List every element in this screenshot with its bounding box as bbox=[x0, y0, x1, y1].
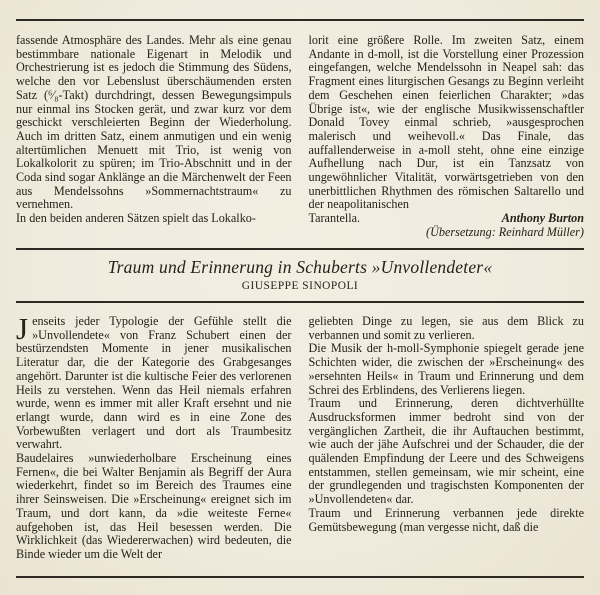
author-attribution-row bbox=[309, 212, 585, 226]
article-top-section bbox=[16, 34, 584, 240]
paragraph: lorit eine größere Rolle. Im zweiten Satz, einem Andante in d-moll, ist die Vorstellung einer Prozession eingefangen, welche Mendelssohn in Neapel sah: das Fragment eines liturgischen Gesangs zu Beginn verleiht dem Geschehen einen feierlichen Charakter; »das Übrige ist«, wie der englische Musikwissenschaftler Donald Tovey einmal schrieb, »ausgesprochen malerisch und weihevoll.« Das Finale, das auffallenderweise in a-moll steht, ohne eine einzige Aufhellung nach Dur, ist ein Tanzsatz von ungewöhnlicher Vitalität, vorwärtsgetrieben von den unerbittlichen Rhythmen des römischen Saltarello und der neapolitanischen bbox=[308, 33, 584, 212]
main-right-column bbox=[309, 315, 585, 562]
top-rule bbox=[16, 19, 584, 21]
translation-credit: (Übersetzung: Reinhard Müller) bbox=[426, 224, 584, 239]
article-main-section bbox=[16, 311, 584, 562]
paragraph: Die Musik der h-moll-Symphonie spiegelt gerade jene Schichten wider, die zwischen der »Erscheinung« des »ersehnten Heils« in Traum und Erinnerung und dem Schrei des Erblindens, des Verlierens liegen. bbox=[308, 341, 584, 397]
article-header bbox=[16, 248, 584, 303]
main-left-column bbox=[16, 311, 292, 562]
paragraph-last-line: Tarantella. bbox=[308, 211, 361, 226]
paragraph: Traum und Erinnerung, deren dichtverhüllte Ausdrucksformen immer bedroht sind von der vergänglichen Zartheit, die ihr Auftauchen bestimmt, wie auch der jähe Aufschrei und der Schauder, die der quälenden Empfindung der Leere und des Schweigens entstammen, stellen gemeinsam, wie mir scheint, eine der grundlegenden und tragischsten Komponenten der »Unvollendeten« dar. bbox=[308, 396, 584, 507]
author-name: Anthony Burton bbox=[501, 211, 584, 226]
paragraph-text: enseits jeder Typologie der Gefühle stellt die »Unvollendete« von Franz Schubert einen der bestürzendsten Momente in jener musikalischen Literatur dar, die der Kategorie des Grabgesanges angehört. Darunter ist die kultische Feier des verlorenen Heils zu verstehen. Wenn das Heil niemals erfahren wurde, wenn es immer mit aller Kraft ersehnt und nie erlangt wurde, dann wird es in eine Zone des Vorbewußten verlagert und dort als Traumbesitz verwahrt. bbox=[16, 314, 292, 452]
top-right-column bbox=[309, 34, 585, 240]
paragraph: geliebten Dinge zu legen, sie aus dem Blick zu verbannen und somit zu verlieren. bbox=[308, 314, 584, 342]
bottom-rule bbox=[16, 576, 584, 578]
dropcap-letter: J bbox=[16, 311, 29, 346]
article-author-byline: GIUSEPPE SINOPOLI bbox=[241, 280, 359, 292]
paragraph: Baudelaires »unwiederholbare Erscheinung eines Fernen«, die bei Walter Benjamin als Begriff der Aura wiederkehrt, findet so im Bereich des Traumes eine ihrer Seinsweisen. Die »Erscheinung« ereignet sich im Traum, und dort kann, da »die weiteste Ferne« aufgehoben ist, das Heil besessen werden. Die Wirklichkeit (das Wiedererwachen) wird bedeuten, die Binde wieder um die Welt der bbox=[16, 451, 292, 561]
paragraph-with-dropcap bbox=[16, 311, 292, 452]
paragraph: In den beiden anderen Sätzen spielt das Lokalko- bbox=[16, 211, 256, 226]
paragraph: fassende Atmosphäre des Landes. Mehr als eine genau bestimmbare nationale Eigenart in Melodik und Orchestrierung ist es jedoch die Stimmung des Südens, welche den vor Lebenslust überschäumenden ersten Satz (⁶⁄₈-Takt) durchdringt, dessen Bewegungsimpuls nur einmal ins Stocken gerät, und zwar kurz vor dem geschickt verschleierten Beginn der Wiederholung. Auch im dritten Satz, einem anmutigen und ein wenig altertümlichen Menuett mit Trio, ist wenig von Lokalkolorit zu spüren; im Trio-Abschnitt und in der Coda sind sogar Anklänge an die Märchenwelt der Feen aus Mendelssohns »Sommernachtstraum« zu vernehmen. bbox=[16, 33, 292, 212]
top-left-column bbox=[16, 34, 292, 240]
paragraph: Traum und Erinnerung verbannen jede direkte Gemütsbewegung (man vergesse nicht, daß die bbox=[308, 505, 584, 534]
article-title: Traum und Erinnerung in Schuberts »Unvollendeter« bbox=[107, 257, 493, 277]
